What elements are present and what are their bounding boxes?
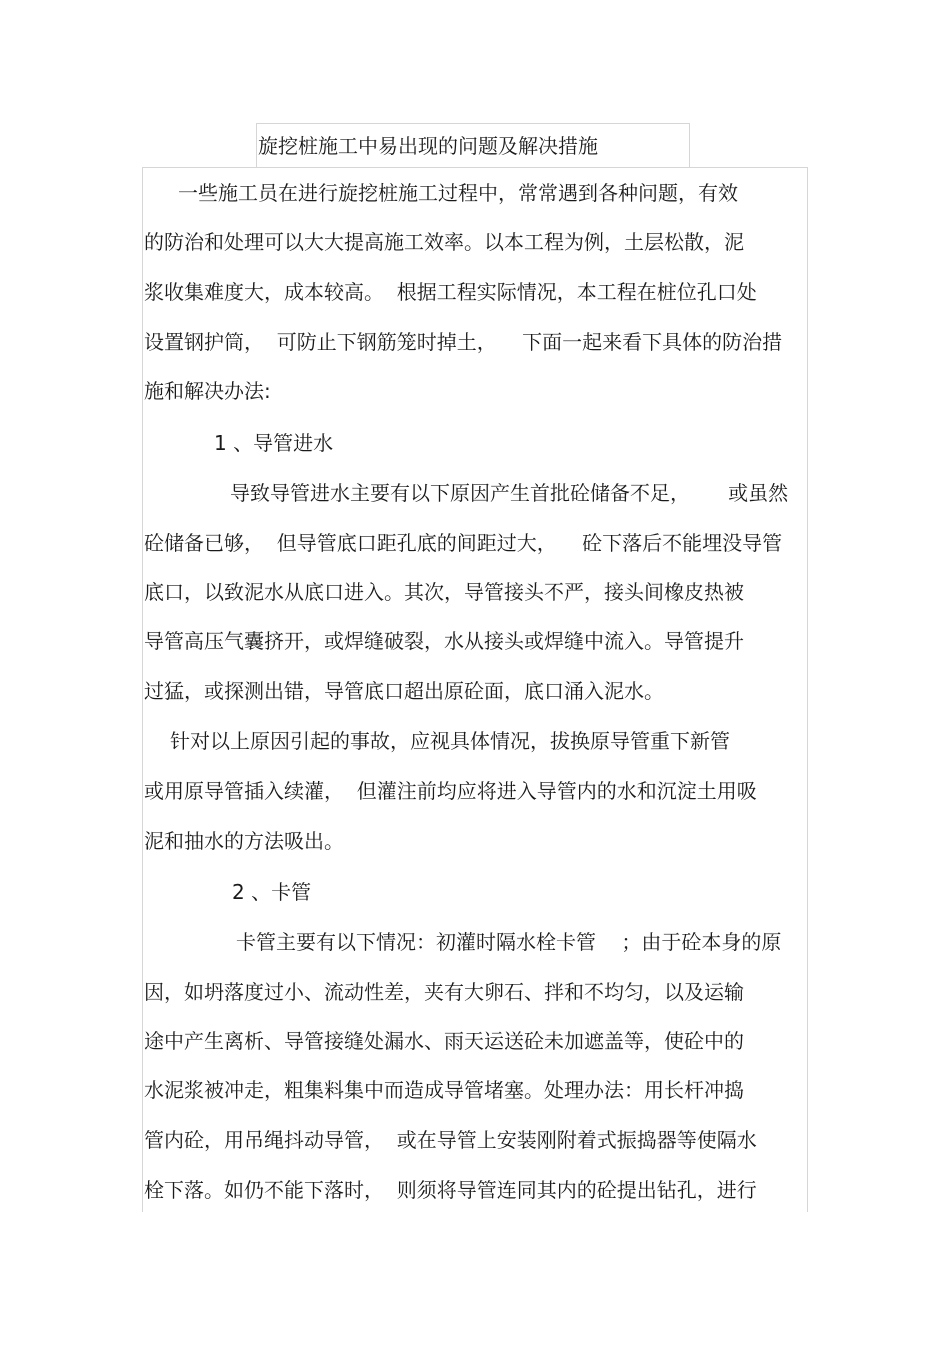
paragraph-line: 水泥浆被冲走，粗集料集中而造成导管堵塞。处理办法：用长杆冲捣 <box>144 1078 744 1102</box>
paragraph-line: 浆收集难度大，成本较高。 根据工程实际情况，本工程在桩位孔口处 <box>144 280 757 304</box>
paragraph-line: 过猛，或探测出错，导管底口超出原砼面，底口涌入泥水。 <box>144 679 664 703</box>
section-heading: 1 、导管进水 <box>214 431 334 455</box>
paragraph-line: 栓下落。如仍不能下落时， 则须将导管连同其内的砼提出钻孔，进行 <box>144 1178 757 1202</box>
paragraph-line: 因，如坍落度过小、流动性差，夹有大卵石、拌和不均匀，以及运输 <box>144 980 744 1004</box>
paragraph-line: 导管高压气囊挤开，或焊缝破裂，水从接头或焊缝中流入。导管提升 <box>144 629 744 653</box>
paragraph-line: 施和解决办法: <box>144 379 271 403</box>
paragraph-line: 泥和抽水的方法吸出。 <box>144 829 344 853</box>
paragraph-line: 针对以上原因引起的事故，应视具体情况，拔换原导管重下新管 <box>170 729 730 753</box>
paragraph-line: 或用原导管插入续灌， 但灌注前均应将进入导管内的水和沉淀土用吸 <box>144 779 757 803</box>
document-title: 旋挖桩施工中易出现的问题及解决措施 <box>258 134 598 158</box>
paragraph-line: 的防治和处理可以大大提高施工效率。以本工程为例，土层松散，泥 <box>144 230 744 254</box>
paragraph-line: 设置钢护筒， 可防止下钢筋笼时掉土， 下面一起来看下具体的防治措 <box>144 330 783 354</box>
paragraph-line: 途中产生离析、导管接缝处漏水、雨天运送砼未加遮盖等，使砼中的 <box>144 1029 744 1053</box>
paragraph-line: 卡管主要有以下情况：初灌时隔水栓卡管 ；由于砼本身的原 <box>236 930 782 954</box>
paragraph-line: 砼储备已够， 但导管底口距孔底的间距过大， 砼下落后不能埋没导管 <box>144 531 783 555</box>
paragraph-line: 底口，以致泥水从底口进入。其次，导管接头不严，接头间橡皮热被 <box>144 580 744 604</box>
paragraph-line: 导致导管进水主要有以下原因产生首批砼储备不足， 或虽然 <box>230 481 789 505</box>
paragraph-line: 一些施工员在进行旋挖桩施工过程中，常常遇到各种问题，有效 <box>178 181 738 205</box>
section-heading: 2 、卡管 <box>232 880 312 904</box>
paragraph-line: 管内砼，用吊绳抖动导管， 或在导管上安装刚附着式振捣器等使隔水 <box>144 1128 757 1152</box>
